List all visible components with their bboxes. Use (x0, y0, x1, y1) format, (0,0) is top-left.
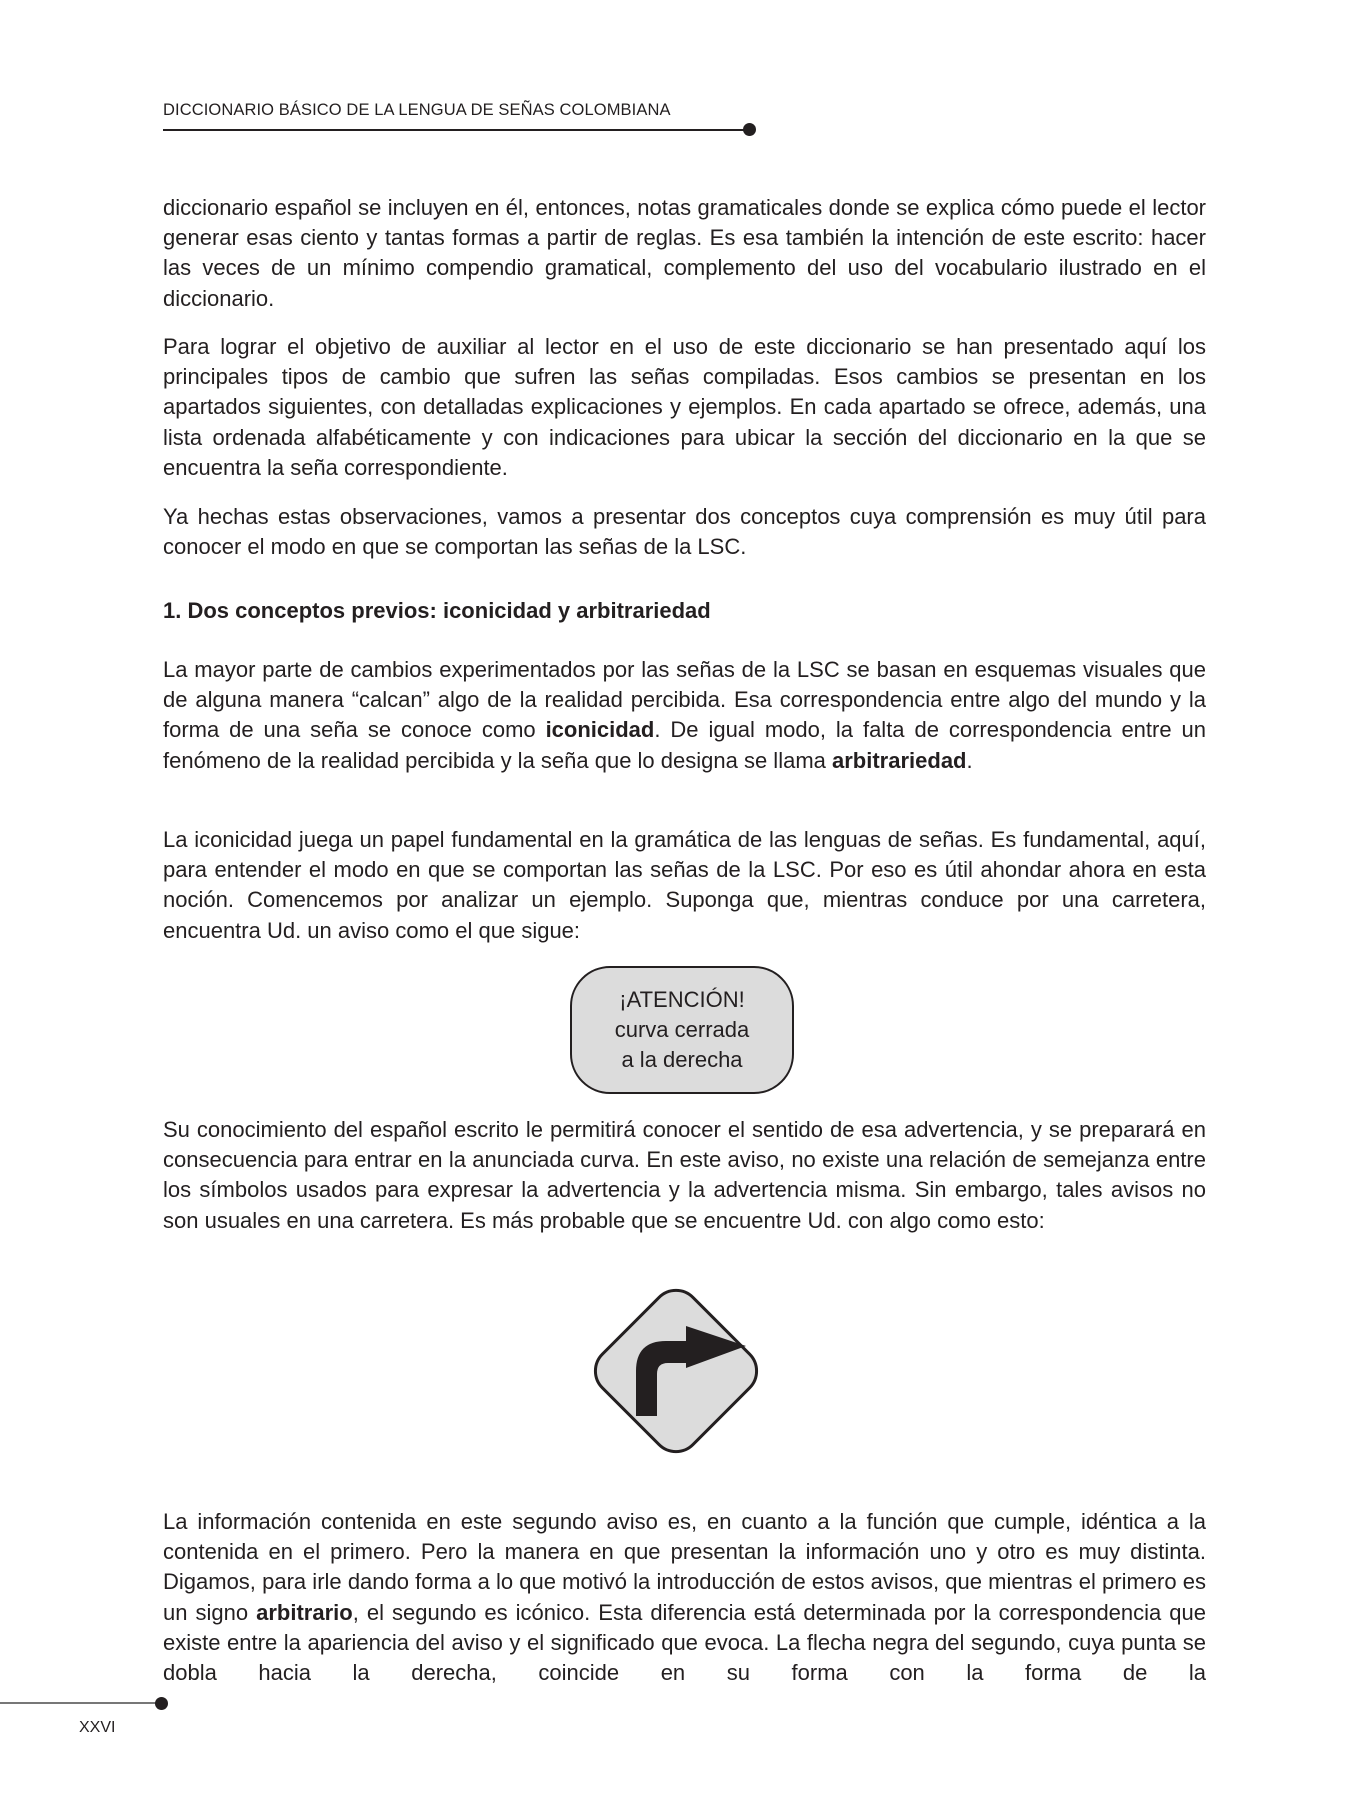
paragraph-7-text (163, 1507, 1206, 1688)
paragraph-2 (163, 332, 1206, 483)
paragraph-1 (163, 193, 1206, 314)
paragraph-5-text: La iconicidad juega un papel fundamental en la gramática de las lenguas de señas. Es fundamental, aquí, para entender el modo en que se comportan las señas de la LSC. Por eso es útil ahondar ahora en esta noción. Comencemos por analizar un ejemplo. Suponga que, mientras conduce por una carretera, encuentra Ud. un aviso como el que sigue: (163, 827, 1206, 943)
paragraph-4-part-3: . (966, 747, 973, 773)
footer-rule (0, 1702, 160, 1704)
paragraph-7-part-1: La información contenida en este segundo aviso es, en cuanto a la función que cumple, idéntica a la contenida en el primero. Pero la manera en que presentan la información uno y otro es muy distinta. Digamos, para irle dando forma a lo que motivó la introducción de estos avisos, que mientras el primero es un signo (163, 1509, 1206, 1625)
sign-line-2: curva cerrada (614, 1017, 750, 1042)
term-arbitrario: arbitrario (256, 1599, 353, 1625)
paragraph-6 (163, 1115, 1206, 1236)
paragraph-7-part-2: , el segundo es icónico. Esta diferencia está determinada por la correspondencia que existe entre la apariencia del aviso y el significado que evoca. La flecha negra del segundo, cuya punta se dobla hacia la derecha, coincide en su forma con la forma de la (163, 1599, 1206, 1686)
paragraph-5 (163, 825, 1206, 946)
paragraph-6-text: Su conocimiento del español escrito le permitirá conocer el sentido de esa advertencia, y se preparará en consecuencia para entrar en la anunciada curva. En este aviso, no existe una relación de semejanza entre los símbolos usados para expresar la advertencia y la advertencia misma. Sin embargo, tales avisos no son usuales en una carretera. Es más probable que se encuentre Ud. con algo como esto: (163, 1117, 1206, 1233)
text-warning-sign (570, 966, 794, 1094)
term-arbitrariedad: arbitrariedad (832, 747, 967, 773)
right-curve-arrow-icon (576, 1271, 776, 1471)
paragraph-1-text: diccionario español se incluyen en él, entonces, notas gramaticales donde se explica cómo puede el lector generar esas ciento y tantas formas a partir de reglas. Es esa también la intención de este escrito: hacer las veces de un mínimo compendio gramatical, complemento del uso del vocabulario ilustrado en el diccionario. (163, 195, 1206, 311)
paragraph-4-part-1: La mayor parte de cambios experimentados por las señas de la LSC se basan en esquemas visuales que de alguna manera “calcan” algo de la realidad percibida. Esa correspondencia entre algo del mundo y la forma de una seña se conoce como (163, 657, 1206, 743)
paragraph-4-text (163, 655, 1206, 776)
diamond-sign-shape (585, 1280, 766, 1461)
paragraph-2-text: Para lograr el objetivo de auxiliar al lector en el uso de este diccionario se han presentado aquí los principales tipos de cambio que sufren las señas compiladas. Esos cambios se presentan en los apartados siguientes, con detalladas explicaciones y ejemplos. En cada apartado se ofrece, además, una lista ordenada alfabéticamente y con indicaciones para ubicar la sección del diccionario en la que se encuentra la seña correspondiente. (163, 334, 1206, 480)
page-number: XXVI (79, 1719, 116, 1736)
footer-rule-dot (155, 1697, 168, 1710)
paragraph-7 (163, 1507, 1206, 1688)
term-iconicidad: iconicidad (545, 717, 655, 743)
section-heading: 1. Dos conceptos previos: iconicidad y arbitrariedad (163, 598, 711, 623)
paragraph-4-part-2: . De igual modo, la falta de correspondencia entre un fenómeno de la realidad percibida y la seña que lo designa se llama (163, 717, 1206, 773)
header-rule-dot (743, 123, 756, 136)
paragraph-3-text: Ya hechas estas observaciones, vamos a presentar dos conceptos cuya comprensión es muy útil para conocer el modo en que se comportan las señas de la LSC. (163, 504, 1206, 560)
header-rule (163, 129, 746, 131)
paragraph-4 (163, 655, 1206, 776)
sign-line-1: ¡ATENCIÓN! (619, 987, 745, 1012)
running-head-title: DICCIONARIO BÁSICO DE LA LENGUA DE SEÑAS COLOMBIANA (163, 101, 671, 119)
paragraph-3 (163, 502, 1206, 562)
sign-line-3: a la derecha (621, 1047, 743, 1072)
